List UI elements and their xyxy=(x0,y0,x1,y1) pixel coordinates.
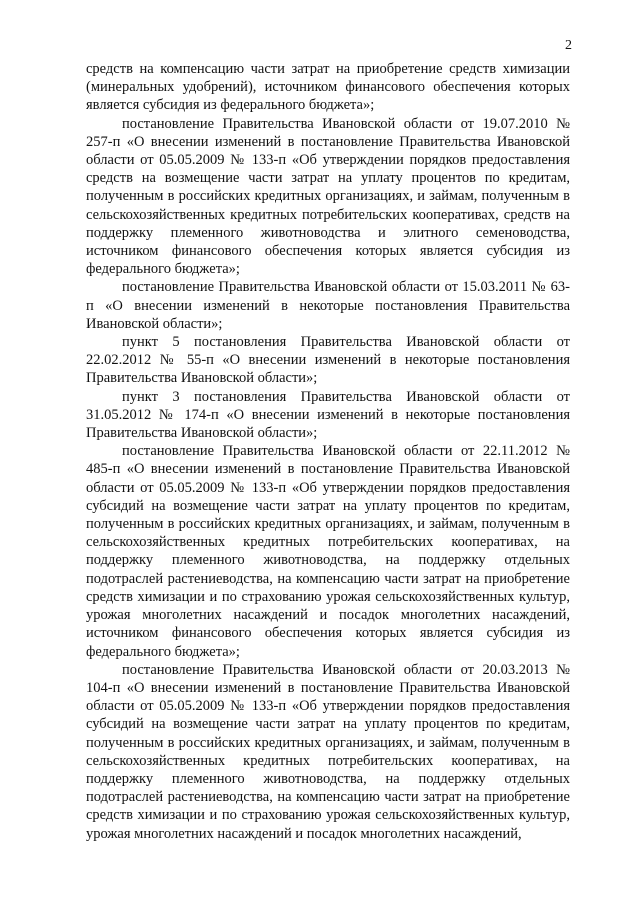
page-number: 2 xyxy=(565,38,572,53)
paragraph-resolution-257: постановление Правительства Ивановской области от 19.07.2010 № 257-п «О внесении изменений в постановление Правительства Ивановской области от 05.05.2009 № 133-п «Об утверждении порядков предоставления средств на возмещение части затрат на уплату процентов по кредитам, полученным в российских кредитных организациях, и займам, полученным в сельскохозяйственных кредитных потребительских кооперативах, средств на поддержку племенного животноводства и элитного семеноводства, источником финансового обеспечения которых является субсидия из федерального бюджета»; xyxy=(86,115,570,278)
paragraph-item-3-resolution-174: пункт 3 постановления Правительства Ивановской области от 31.05.2012 № 174-п «О внесении изменений в некоторые постановления Правительства Ивановской области»; xyxy=(86,388,570,442)
document-body xyxy=(86,60,570,843)
paragraph-resolution-485: постановление Правительства Ивановской области от 22.11.2012 № 485-п «О внесении изменений в постановление Правительства Ивановской области от 05.05.2009 № 133-п «Об утверждении порядков предоставления субсидий на возмещение части затрат на уплату процентов по кредитам, полученным в российских кредитных организациях, и займам, полученным в сельскохозяйственных кредитных потребительских кооперативах, на поддержку племенного животноводства, на поддержку отдельных подотраслей растениеводства, на компенсацию части затрат на приобретение средств химизации и по страхованию урожая сельскохозяйственных культур, урожая многолетних насаждений и посадок многолетних насаждений, источником финансового обеспечения которых является субсидия из федерального бюджета»; xyxy=(86,443,570,660)
paragraph-resolution-104: постановление Правительства Ивановской области от 20.03.2013 № 104-п «О внесении изменений в постановление Правительства Ивановской области от 05.05.2009 № 133-п «Об утверждении порядков предоставления субсидий на возмещение части затрат на уплату процентов по кредитам, полученным в российских кредитных организациях, и займам, полученным в сельскохозяйственных кредитных потребительских кооперативах, на поддержку племенного животноводства, на поддержку отдельных подотраслей растениеводства, на компенсацию части затрат на приобретение средств химизации и по страхованию урожая сельскохозяйственных культур, урожая многолетних насаждений и посадок многолетних насаждений, xyxy=(86,661,570,842)
paragraph-resolution-63: постановление Правительства Ивановской области от 15.03.2011 № 63-п «О внесении изменений в некоторые постановления Правительства Ивановской области»; xyxy=(86,279,570,332)
paragraph-continuation: средств на компенсацию части затрат на приобретение средств химизации (минеральных удобрений), источником финансового обеспечения которых является субсидия из федерального бюджета»; xyxy=(86,61,570,114)
paragraph-item-5-resolution-55: пункт 5 постановления Правительства Ивановской области от 22.02.2012 № 55-п «О внесении изменений в некоторые постановления Правительства Ивановской области»; xyxy=(86,334,570,387)
